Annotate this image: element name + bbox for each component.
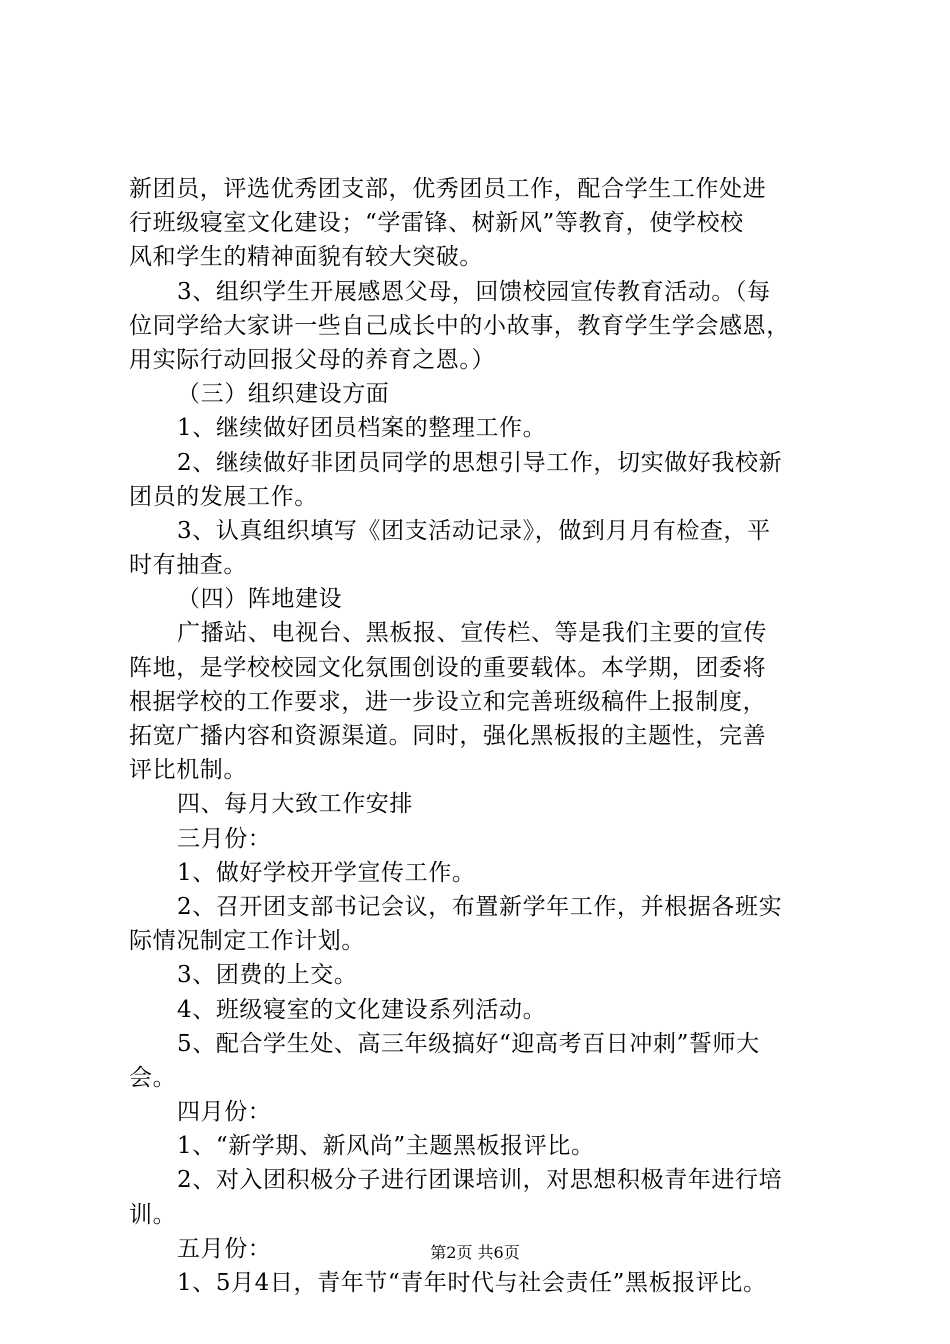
text-line: 5、配合学生处、高三年级搞好“迎高考百日冲刺”誓师大 [177, 1030, 760, 1057]
text-line: 3、组织学生开展感恩父母，回馈校园宣传教育活动。（每 [177, 278, 771, 305]
document-body [129, 172, 829, 1300]
text-line: 团员的发展工作。 [129, 483, 318, 510]
text-line: 3、团费的上交。 [177, 962, 358, 989]
text-line: （四）阵地建设 [177, 586, 343, 613]
text-line: 2、对入团积极分子进行团课培训，对思想积极青年进行培 [177, 1167, 783, 1194]
text-line: 际情况制定工作计划。 [129, 928, 365, 955]
text-line: 评比机制。 [129, 757, 247, 784]
text-line: 1、5月4日，青年节“青年时代与社会责任”黑板报评比。 [177, 1270, 767, 1296]
text-line: 三月份： [177, 825, 272, 852]
text-line: 会。 [129, 1064, 177, 1091]
text-line: 1、继续做好团员档案的整理工作。 [177, 415, 547, 442]
text-line: 根据学校的工作要求，进一步设立和完善班级稿件上报制度， [129, 688, 767, 715]
text-line: 1、做好学校开学宣传工作。 [177, 859, 476, 886]
text-line: 2、召开团支部书记会议，布置新学年工作，并根据各班实 [177, 893, 783, 920]
text-line: 时有抽查。 [129, 552, 247, 579]
text-line: （三）组织建设方面 [177, 381, 390, 408]
text-line: 训。 [129, 1201, 177, 1228]
text-line: 用实际行动回报父母的养育之恩。） [129, 346, 496, 373]
text-line: 广播站、电视台、黑板报、宣传栏、等是我们主要的宣传 [177, 620, 767, 647]
text-line: 风和学生的精神面貌有较大突破。 [129, 244, 483, 271]
text-line: 行班级寝室文化建设；“学雷锋、树新风”等教育，使学校校 [129, 210, 744, 237]
text-line: 新团员，评选优秀团支部，优秀团员工作，配合学生工作处进 [129, 176, 767, 202]
text-line: 拓宽广播内容和资源渠道。同时，强化黑板报的主题性，完善 [129, 723, 767, 749]
text-line: 位同学给大家讲一些自己成长中的小故事，教育学生学会感恩， [129, 312, 790, 339]
text-line: 1、“新学期、新风尚”主题黑板报评比。 [177, 1133, 595, 1160]
text-line: 阵地，是学校校园文化氛围创设的重要载体。本学期，团委将 [129, 654, 767, 681]
text-line: 2、继续做好非团员同学的思想引导工作，切实做好我校新 [177, 449, 783, 476]
text-line: 3、认真组织填写《团支活动记录》，做到月月有检查，平 [177, 517, 771, 544]
text-line: 四、每月大致工作安排 [177, 791, 413, 818]
page-footer: 第2页 共6页 [430, 1243, 520, 1262]
text-line: 四月份： [177, 1099, 272, 1126]
text-line: 五月份： [177, 1235, 272, 1262]
text-line: 4、班级寝室的文化建设系列活动。 [177, 996, 547, 1023]
